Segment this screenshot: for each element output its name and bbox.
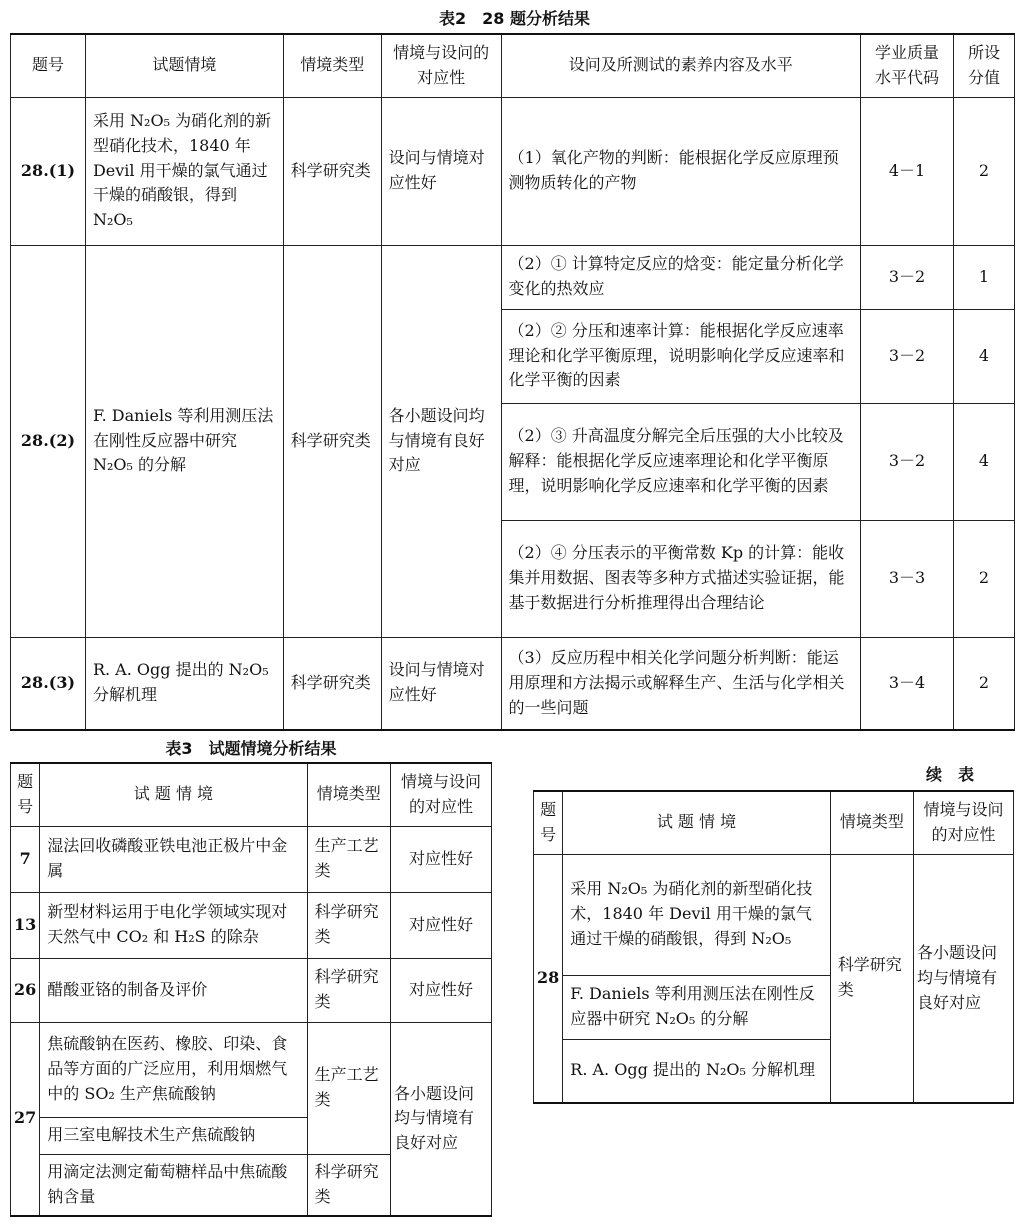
code-cell: 3－4	[861, 637, 954, 730]
context-cell: 醋酸亚铬的制备及评价	[40, 958, 307, 1022]
score-cell: 1	[953, 245, 1014, 309]
question-id: 28.(2)	[11, 245, 86, 637]
header-cell: 所设分值	[953, 34, 1014, 97]
fit-cell: 对应性好	[390, 892, 491, 958]
code-cell: 4－1	[861, 97, 954, 245]
fit-cell: 各小题设问均与情境有良好对应	[390, 1022, 491, 1216]
context-cell: 用滴定法测定葡萄糖样品中焦硫酸钠含量	[40, 1154, 307, 1216]
score-cell: 4	[953, 403, 1014, 520]
header-cell: 学业质量水平代码	[861, 34, 954, 97]
table3-caption: 表3 试题情境分析结果	[165, 739, 337, 758]
type-cell: 科学研究类	[830, 854, 913, 1103]
header-cell: 题号	[11, 34, 86, 97]
table-row	[11, 97, 1015, 245]
score-cell: 2	[953, 637, 1014, 730]
table3-header-row	[11, 763, 492, 826]
context-cell: R. A. Ogg 提出的 N₂O₅ 分解机理	[85, 637, 283, 730]
question-id: 13	[11, 892, 40, 958]
table2-caption: 表2 28 题分析结果	[439, 9, 590, 28]
header-cell: 设问及所测试的素养内容及水平	[501, 34, 861, 97]
type-cell: 科学研究类	[283, 637, 381, 730]
header-cell: 情境与设问的对应性	[390, 763, 491, 826]
type-cell: 科学研究类	[307, 1154, 390, 1216]
type-cell: 生产工艺类	[307, 826, 390, 892]
table-row	[11, 1022, 492, 1117]
fit-cell: 各小题设问均与情境有良好对应	[914, 854, 1014, 1103]
context-cell: 新型材料运用于电化学领域实现对天然气中 CO₂ 和 H₂S 的除杂	[40, 892, 307, 958]
type-cell: 科学研究类	[283, 97, 381, 245]
header-cell: 情境类型	[283, 34, 381, 97]
table-row	[11, 245, 1015, 309]
code-cell: 3－2	[861, 403, 954, 520]
fit-cell: 对应性好	[390, 826, 491, 892]
question-id: 27	[11, 1022, 40, 1216]
context-cell: 湿法回收磷酸亚铁电池正极片中金属	[40, 826, 307, 892]
code-cell: 3－2	[861, 309, 954, 403]
context-cell: F. Daniels 等利用测压法在刚性反应器中研究 N₂O₅ 的分解	[563, 975, 830, 1039]
table-row	[11, 826, 492, 892]
table-row	[11, 637, 1015, 730]
table2	[10, 33, 1015, 731]
table3	[10, 762, 492, 1217]
question-cell: （2）① 计算特定反应的焓变：能定量分析化学变化的热效应	[501, 245, 861, 309]
header-cell: 情境类型	[830, 791, 913, 854]
context-cell: 采用 N₂O₅ 为硝化剂的新型硝化技术，1840 年 Devil 用干燥的氯气通过干燥的硝酸银，得到 N₂O₅	[85, 97, 283, 245]
code-cell: 3－2	[861, 245, 954, 309]
type-cell: 科学研究类	[283, 245, 381, 637]
question-id: 28.(3)	[11, 637, 86, 730]
question-id: 28	[534, 854, 563, 1103]
header-cell: 试 题 情 境	[40, 763, 307, 826]
question-cell: （3）反应历程中相关化学问题分析判断：能运用原理和方法揭示或解释生产、生活与化学相关的一些问题	[501, 637, 861, 730]
fit-cell: 设问与情境对应性好	[381, 97, 501, 245]
fit-cell: 对应性好	[390, 958, 491, 1022]
table-row	[534, 854, 1014, 975]
question-id: 26	[11, 958, 40, 1022]
context-cell: F. Daniels 等利用测压法在刚性反应器中研究 N₂O₅ 的分解	[85, 245, 283, 637]
header-cell: 情境类型	[307, 763, 390, 826]
header-cell: 试题情境	[85, 34, 283, 97]
header-cell: 题号	[11, 763, 40, 826]
question-cell: （2）③ 升高温度分解完全后压强的大小比较及解释：能根据化学反应速率理论和化学平衡原理，说明影响化学反应速率和化学平衡的因素	[501, 403, 861, 520]
question-cell: （1）氧化产物的判断：能根据化学反应原理预测物质转化的产物	[501, 97, 861, 245]
context-cell: 用三室电解技术生产焦硫酸钠	[40, 1117, 307, 1154]
table2-header-row	[11, 34, 1015, 97]
type-cell: 科学研究类	[307, 892, 390, 958]
table3-continued	[533, 790, 1014, 1104]
question-cell: （2）④ 分压表示的平衡常数 Kp 的计算：能收集并用数据、图表等多种方式描述实验证据，能基于数据进行分析推理得出合理结论	[501, 520, 861, 637]
context-cell: R. A. Ogg 提出的 N₂O₅ 分解机理	[563, 1039, 830, 1103]
code-cell: 3－3	[861, 520, 954, 637]
score-cell: 2	[953, 520, 1014, 637]
header-cell: 情境与设问的对应性	[914, 791, 1014, 854]
fit-cell: 各小题设问均与情境有良好对应	[381, 245, 501, 637]
question-id: 28.(1)	[11, 97, 86, 245]
table-row	[11, 958, 492, 1022]
table3-cont-caption: 续 表	[925, 765, 974, 784]
header-cell: 题号	[534, 791, 563, 854]
fit-cell: 设问与情境对应性好	[381, 637, 501, 730]
type-cell: 科学研究类	[307, 958, 390, 1022]
table-row	[11, 892, 492, 958]
header-cell: 情境与设问的对应性	[381, 34, 501, 97]
context-cell: 采用 N₂O₅ 为硝化剂的新型硝化技术，1840 年 Devil 用干燥的氯气通过干燥的硝酸银，得到 N₂O₅	[563, 854, 830, 975]
question-id: 7	[11, 826, 40, 892]
score-cell: 2	[953, 97, 1014, 245]
score-cell: 4	[953, 309, 1014, 403]
header-cell: 试 题 情 境	[563, 791, 830, 854]
table3-cont-header-row	[534, 791, 1014, 854]
context-cell: 焦硫酸钠在医药、橡胶、印染、食品等方面的广泛应用，利用烟燃气中的 SO₂ 生产焦硫酸钠	[40, 1022, 307, 1117]
question-cell: （2）② 分压和速率计算：能根据化学反应速率理论和化学平衡原理，说明影响化学反应速率和化学平衡的因素	[501, 309, 861, 403]
type-cell: 生产工艺类	[307, 1022, 390, 1154]
